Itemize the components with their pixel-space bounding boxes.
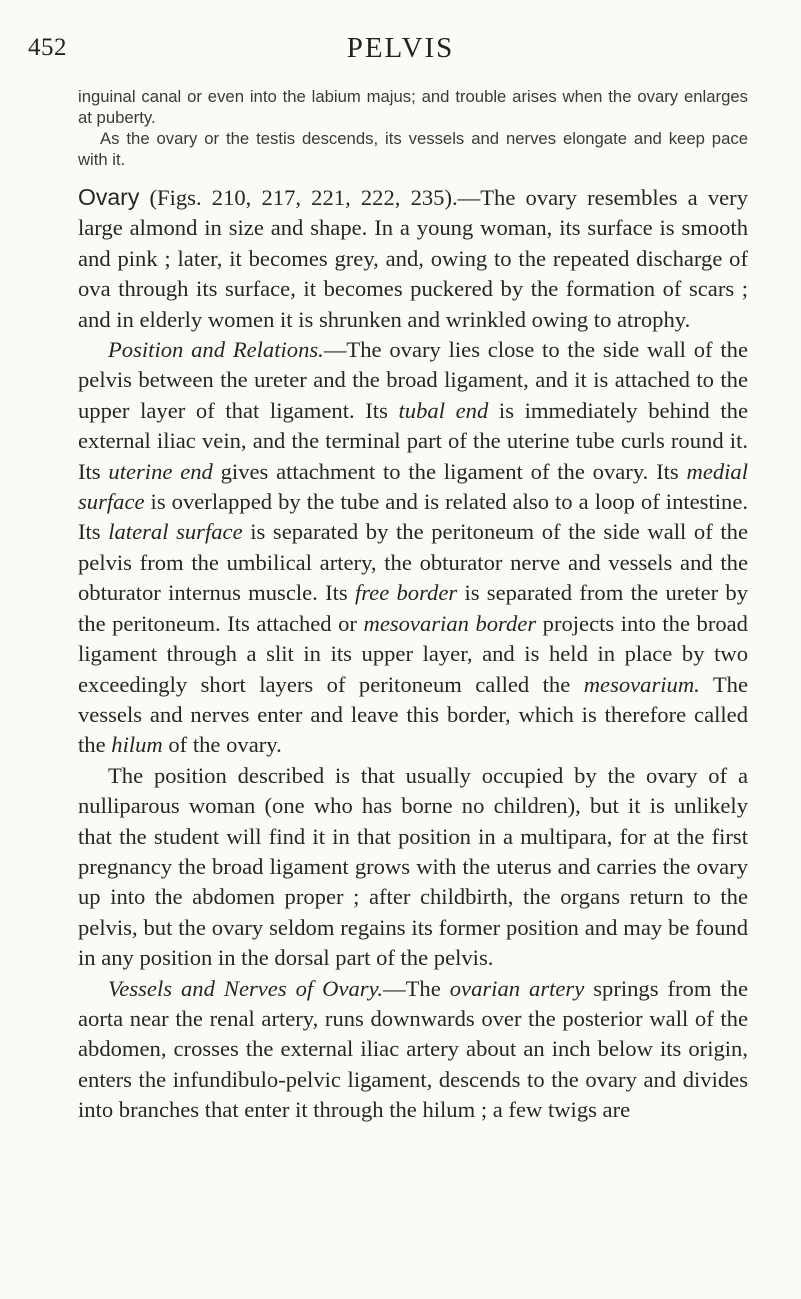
term-lateral-surface: lateral surface xyxy=(108,519,243,545)
intro-paragraph-2: As the ovary or the testis descends, its vessels and nerves elongate and keep pace with it. xyxy=(78,129,748,169)
term-tubal-end: tubal end xyxy=(398,397,489,423)
section-heading-ovary: Ovary xyxy=(78,184,140,210)
term-ovarian-artery: ovarian artery xyxy=(449,975,585,1001)
term-medial-surface: medial surface xyxy=(78,458,748,515)
position-paragraph-2: The position described is that usually occupied by the ovary of a nulliparous woman (one who has borne no children), but it is unlikely that the student will find it in that position in a multipara, for at the first pregnancy the broad ligament grows with the uterus and carries the ovary up into the abdomen proper ; after childbirth, the organs return to the pelvis, but the ovary seldom regains its former position and may be found in any position in the dorsal part of the pelvis. xyxy=(78,762,748,971)
intro-block xyxy=(78,86,748,170)
term-uterine-end: uterine end xyxy=(108,458,213,484)
position-paragraph: Position and Relations.—The ovary lies close to the side wall of the pelvis between the ureter and the broad ligament, and it is attached to the upper layer of that ligament. Its tubal end is immediately behind the external iliac vein, and the terminal part of the uterine tube curls round it. Its uterine end gives attachment to the ligament of the ovary. Its medial surface is overlapped by the tube and is related also to a loop of intestine. Its lateral surface is separated by the peritoneum of the side wall of the pelvis from the umbilical artery, the obturator nerve and vessels and the obturator internus muscle. Its free border is separated from the ureter by the peritoneum. Its attached or mesovarian border projects into the broad ligament through a slit in its upper layer, and is held in place by two exceedingly short layers of peritoneum called the mesovarium. The vessels and nerves enter and leave this border, which is therefore called the hilum of the ovary. xyxy=(78,337,748,758)
term-free-border: free border xyxy=(354,580,458,606)
page-number: 452 xyxy=(28,34,67,61)
page-header xyxy=(28,30,773,66)
running-head: PELVIS xyxy=(346,32,455,64)
vessels-paragraph: Vessels and Nerves of Ovary.—The ovarian artery springs from the aorta near the renal artery, runs downwards over the posterior wall of the abdomen, crosses the external iliac artery about an inch below its origin, enters the infundibulo-pelvic ligament, descends to the ovary and divides into branches that enter it through the hilum ; a few twigs are xyxy=(78,975,749,1123)
term-hilum: hilum xyxy=(111,732,163,758)
ovary-text: (Figs. 210, 217, 221, 222, 235).—The ovary resembles a very large almond in size and shape. In a young woman, its surface is smooth and pink ; later, it becomes grey, and, owing to the repeated discharge of ova through its surface, it becomes puckered by the formation of scars ; and in elderly women it is shrunken and wrinkled owing to atrophy. xyxy=(78,185,748,332)
main-text xyxy=(78,182,748,1126)
intro-paragraph: inguinal canal or even into the labium majus; and trouble arises when the ovary enlarges at puberty. xyxy=(78,87,748,127)
subheading-vessels: Vessels and Nerves of Ovary. xyxy=(108,975,384,1001)
term-mesovarian-border: mesovarian border xyxy=(363,610,537,636)
term-mesovarium: mesovarium. xyxy=(583,671,700,697)
ovary-paragraph xyxy=(78,182,748,335)
subheading-position: Position and Relations. xyxy=(108,337,324,363)
